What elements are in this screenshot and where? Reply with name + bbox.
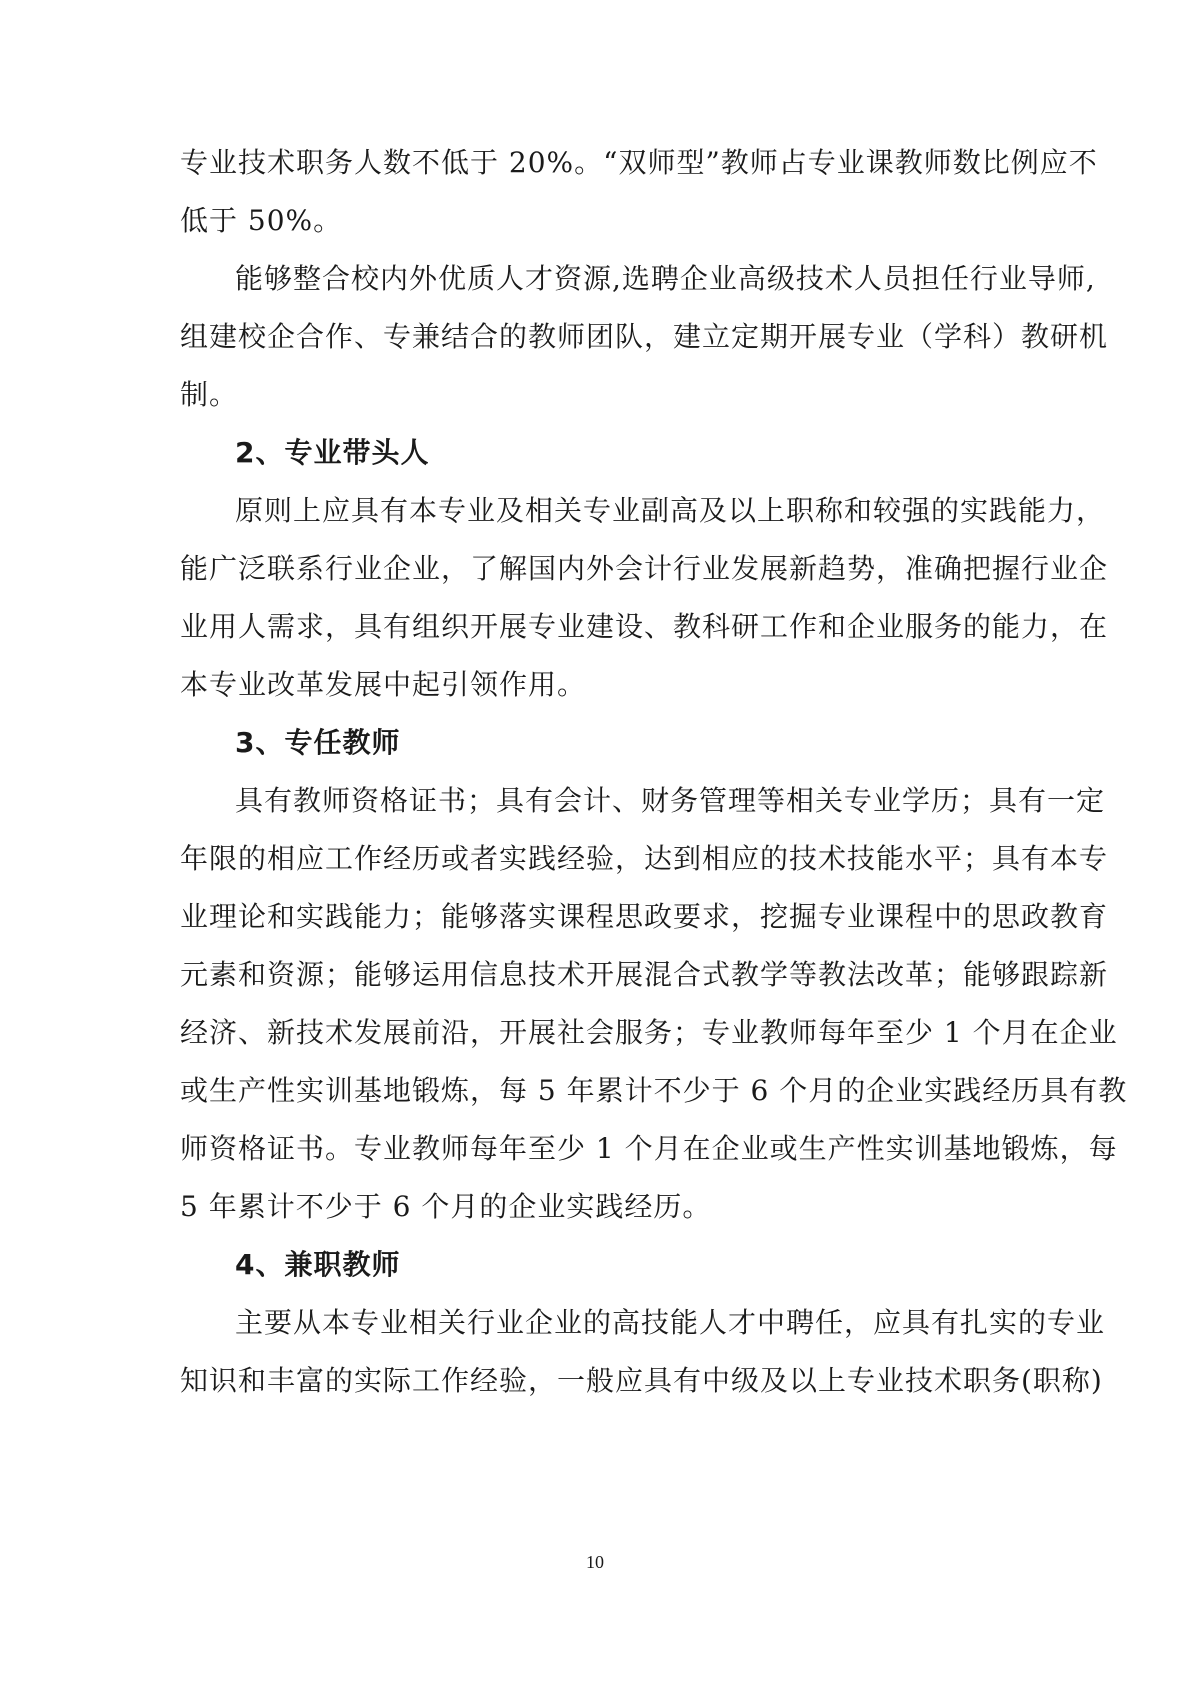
text-line: 经济、新技术发展前沿，开展社会服务；专业教师每年至少 1 个月在企业: [180, 1016, 1118, 1049]
text-line: 师资格证书。专业教师每年至少 1 个月在企业或生产性实训基地锻炼，每: [180, 1132, 1118, 1165]
text-line: 专业技术职务人数不低于 20%。“双师型”教师占专业课教师数比例应不: [180, 146, 1098, 179]
text-line: 本专业改革发展中起引领作用。: [180, 668, 587, 701]
text-line: 业用人需求，具有组织开展专业建设、教科研工作和企业服务的能力，在: [180, 610, 1109, 643]
text-line: 主要从本专业相关行业企业的高技能人才中聘任，应具有扎实的专业: [235, 1306, 1106, 1339]
section-heading: 2、专业带头人: [235, 436, 430, 469]
text-line: 能够整合校内外优质人才资源,选聘企业高级技术人员担任行业导师,: [235, 262, 1096, 295]
text-line: 组建校企合作、专兼结合的教师团队，建立定期开展专业（学科）教研机: [180, 320, 1109, 353]
text-line: 低于 50%。: [180, 204, 343, 237]
text-line: 知识和丰富的实际工作经验，一般应具有中级及以上专业技术职务(职称): [180, 1364, 1103, 1397]
text-line: 业理论和实践能力；能够落实课程思政要求，挖掘专业课程中的思政教育: [180, 900, 1109, 933]
text-line: 5 年累计不少于 6 个月的企业实践经历。: [180, 1190, 712, 1223]
page-number: 10: [586, 1552, 604, 1572]
text-line: 能广泛联系行业企业，了解国内外会计行业发展新趋势，准确把握行业企: [180, 552, 1109, 585]
section-heading: 3、专任教师: [235, 726, 401, 759]
text-line: 具有教师资格证书；具有会计、财务管理等相关专业学历；具有一定: [235, 784, 1106, 817]
text-line: 原则上应具有本专业及相关专业副高及以上职称和较强的实践能力，: [235, 494, 1106, 527]
text-line: 制。: [180, 378, 239, 411]
text-line: 元素和资源；能够运用信息技术开展混合式教学等教法改革；能够跟踪新: [180, 958, 1109, 991]
text-line: 年限的相应工作经历或者实践经验，达到相应的技术技能水平；具有本专: [180, 842, 1109, 875]
text-line: 或生产性实训基地锻炼，每 5 年累计不少于 6 个月的企业实践经历具有教: [180, 1074, 1128, 1107]
section-heading: 4、兼职教师: [235, 1248, 401, 1281]
